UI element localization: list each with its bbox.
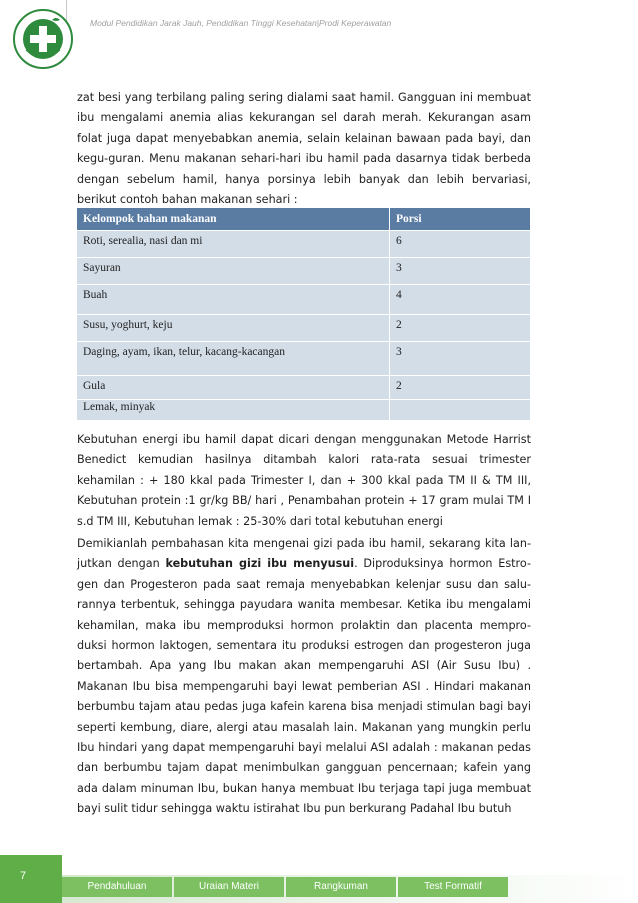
table-row — [77, 400, 531, 420]
table-row — [77, 258, 531, 285]
paragraph-3-text — [77, 534, 531, 820]
table-cell — [390, 400, 531, 420]
page-number-tab — [0, 855, 62, 903]
nav-uraian-materi[interactable]: Uraian Materi — [174, 877, 284, 897]
table-cell: 6 — [390, 231, 531, 258]
table-cell: 3 — [390, 258, 531, 285]
table-row — [77, 315, 531, 342]
table-cell: 2 — [390, 315, 531, 342]
nav-test-formatif[interactable]: Test Formatif — [398, 877, 508, 897]
paragraph-2-text: Kebutuhan energi ibu hamil dapat dicari dengan menggunakan Metode Harrist Benedict kemudian hasilnya ditambah kalori rata-rata sesuai trimester kehamilan : + 180 kkal pada Trimester I, dan + 300 kkal pada TM II & TM III, Kebutuhan protein :1 gr/kg BB/ hari , Penambahan protein + 17 gram mulai TM I s.d TM III, Kebutuhan lemak : 25-30% dari total kebutuhan energi — [77, 433, 531, 528]
paragraph-2 — [77, 430, 531, 532]
table-row — [77, 376, 531, 400]
table-cell: Susu, yoghurt, keju — [77, 315, 390, 342]
nav-rangkuman[interactable]: Rangkuman — [286, 877, 396, 897]
module-title: Modul Pendidikan Jarak Jauh, Pendidikan Tinggi Kesehatan — [90, 18, 317, 28]
program-name: Prodi Keperawatan — [318, 18, 392, 28]
table-cell: Daging, ayam, ikan, telur, kacang-kacangan — [77, 342, 390, 376]
table-header-cell: Porsi — [390, 208, 531, 231]
paragraph-3-intro: Demikianlah pembahasan kita mengenai gizi pada ibu hamil, sekarang kita lan-jutkan dengan — [77, 537, 531, 571]
table-header-row — [77, 208, 531, 231]
table-cell: 3 — [390, 342, 531, 376]
running-header — [90, 18, 391, 28]
table-cell: 2 — [390, 376, 531, 400]
header-separator: | — [316, 18, 319, 28]
food-portion-table — [77, 208, 531, 420]
page-number: 7 — [20, 870, 27, 882]
table-cell: 4 — [390, 285, 531, 315]
table-cell: Sayuran — [77, 258, 390, 285]
paragraph-1 — [77, 88, 531, 210]
table-row — [77, 342, 531, 376]
table-row — [77, 231, 531, 258]
table-row — [77, 285, 531, 315]
table-cell: Buah — [77, 285, 390, 315]
kemenkes-logo-icon — [12, 8, 74, 70]
paragraph-3-bold-term: kebutuhan gizi ibu menyusui — [165, 557, 355, 571]
table-cell: Roti, serealia, nasi dan mi — [77, 231, 390, 258]
table-cell: Lemak, minyak — [77, 400, 390, 420]
table-header-cell: Kelompok bahan makanan — [77, 208, 390, 231]
paragraph-3 — [77, 534, 531, 820]
paragraph-1-text: zat besi yang terbilang paling sering dialami saat hamil. Gangguan ini membuat ibu mengalami anemia alias kekurangan sel darah merah. Kekurangan asam folat juga dapat menyebabkan anemia, selain kelainan bawaan pada bayi, dan kegu-guran. Menu makanan sehari-hari ibu hamil pada dasarnya tidak berbeda dengan sebelum hamil, hanya porsinya lebih banyak dan lebih bervariasi, berikut contoh bahan makanan sehari : — [77, 91, 531, 207]
paragraph-3-body: . Diproduksinya hormon Estro-gen dan Progesteron pada saat remaja menyebabkan kelenjar susu dan salu-rannya terbentuk, sehingga payudara wanita membesar. Ketika ibu mengalami kehamilan, maka ibu memproduksi hormon prolaktin dan placenta mempro-duksi hormon laktogen, sementara itu produksi estrogen dan progesteron juga bertambah. Apa yang Ibu makan akan mempengaruhi ASI (Air Susu Ibu) . Makanan Ibu bisa mempengaruhi bayi lewat pemberian ASI . Hindari makanan berbumbu tajam atau pedas juga kafein karena bisa menjadi stimulan bagi bayi seperti kembung, diare, alergi atau masalah lain. Makanan yang mungkin perlu Ibu hindari yang dapat mempengaruhi bayi melalui ASI adalah : makanan pedas dan berbumbu tajam dapat menimbulkan gangguan pencernaan; kafein yang ada dalam minuman Ibu, bukan hanya membuat Ibu terjaga tapi juga membuat bayi sulit tidur sehingga waktu istirahat Ibu pun berkurang Padahal Ibu butuh — [77, 557, 531, 816]
table-cell: Gula — [77, 376, 390, 400]
nav-pendahuluan[interactable]: Pendahuluan — [62, 877, 172, 897]
